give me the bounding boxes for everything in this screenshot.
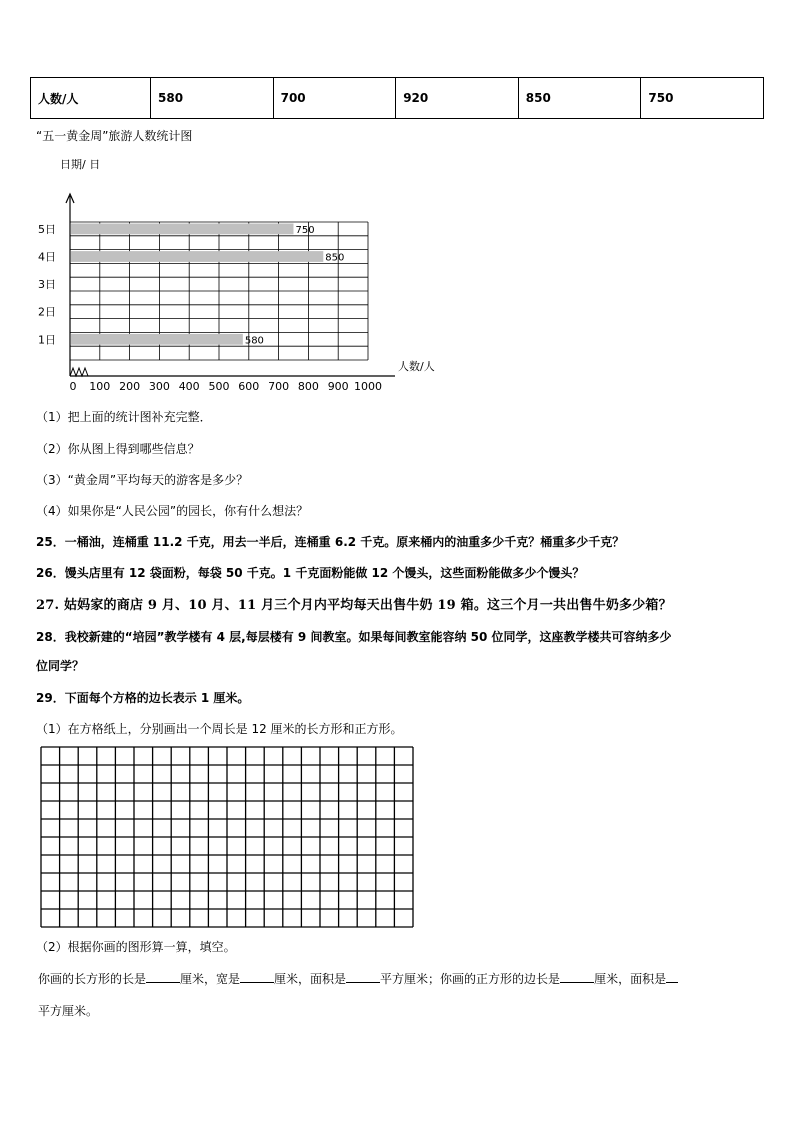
answer-blank[interactable]	[240, 970, 274, 983]
answer-blank[interactable]	[560, 970, 594, 983]
grid-paper[interactable]	[40, 746, 420, 930]
category-label: 3日	[38, 278, 56, 292]
bar	[71, 224, 294, 235]
category-label: 1日	[38, 333, 56, 347]
question-3: （3）“黄金周”平均每天的游客是多少？	[36, 473, 249, 487]
x-tick-label: 600	[238, 380, 260, 393]
bar	[71, 251, 323, 262]
table-cell: 750	[641, 78, 764, 119]
axis-break-mark	[70, 368, 88, 376]
fill-text: 你画的长方形的长是	[38, 972, 147, 986]
question-29-1: （1）在方格纸上，分别画出一个周长是 12 厘米的长方形和正方形。	[36, 722, 403, 736]
category-label: 4日	[38, 250, 56, 264]
question-2: （2）你从图上得到哪些信息？	[36, 442, 200, 456]
x-tick-label: 100	[89, 380, 111, 393]
x-tick-label: 0	[69, 380, 77, 393]
bar	[71, 334, 243, 345]
value-label: 850	[325, 252, 345, 264]
fill-text: 厘米，宽是	[180, 972, 241, 986]
fill-in-end: 平方厘米。	[38, 1004, 99, 1018]
question-29-2: （2）根据你画的图形算一算，填空。	[36, 940, 236, 954]
x-tick-label: 400	[178, 380, 200, 393]
question-28-line1: 28．我校新建的“培园”教学楼有 4 层,每层楼有 9 间教室。如果每间教室能容纳 50 位同学，这座教学楼共可容纳多少	[36, 630, 672, 644]
category-label: 2日	[38, 305, 56, 319]
visitor-table	[30, 77, 764, 119]
table-cell: 920	[396, 78, 519, 119]
fill-text: 平方厘米；你画的正方形的边长是	[380, 972, 561, 986]
x-tick-label: 800	[297, 380, 319, 393]
table-cell: 850	[518, 78, 641, 119]
chart-bars	[71, 224, 323, 345]
category-label: 5日	[38, 222, 56, 236]
value-label: 750	[295, 224, 315, 236]
answer-blank[interactable]	[346, 970, 380, 983]
fill-in-line	[38, 970, 678, 987]
table-row	[31, 78, 764, 119]
table-cell: 580	[151, 78, 274, 119]
x-tick-label: 300	[148, 380, 170, 393]
question-27: 27. 姑妈家的商店 9 月、10 月、11 月三个月内平均每天出售牛奶 19 箱。这三个月一共出售牛奶多少箱？	[36, 598, 672, 613]
answer-blank[interactable]	[666, 970, 678, 983]
question-4: （4）如果你是“人民公园”的园长，你有什么想法？	[36, 504, 309, 518]
question-1: （1）把上面的统计图补充完整．	[36, 410, 212, 424]
fill-text: 厘米，面积是	[594, 972, 667, 986]
table-cell: 700	[273, 78, 396, 119]
question-29: 29．下面每个方格的边长表示 1 厘米。	[36, 691, 250, 705]
fill-text: 厘米，面积是	[274, 972, 347, 986]
bar-chart	[0, 150, 435, 400]
x-axis-label: 人数/人	[398, 360, 435, 373]
question-25: 25．一桶油，连桶重 11.2 千克，用去一半后，连桶重 6.2 千克。原来桶内的油重多少千克？桶重多少千克？	[36, 535, 625, 549]
y-axis-label: 日期/ 日	[60, 158, 101, 171]
question-28-line2: 位同学？	[36, 659, 85, 673]
chart-title: “五一黄金周”旅游人数统计图	[36, 129, 193, 143]
value-label: 580	[244, 335, 264, 347]
table-header-cell: 人数/人	[31, 78, 151, 119]
answer-blank[interactable]	[146, 970, 180, 983]
x-tick-label: 1000	[354, 380, 382, 393]
x-tick-label: 900	[327, 380, 349, 393]
x-tick-label: 200	[119, 380, 141, 393]
x-tick-label: 500	[208, 380, 230, 393]
question-26: 26．馒头店里有 12 袋面粉，每袋 50 千克。1 千克面粉能做 12 个馒头，这些面粉能做多少个馒头？	[36, 566, 585, 580]
x-tick-label: 700	[268, 380, 290, 393]
